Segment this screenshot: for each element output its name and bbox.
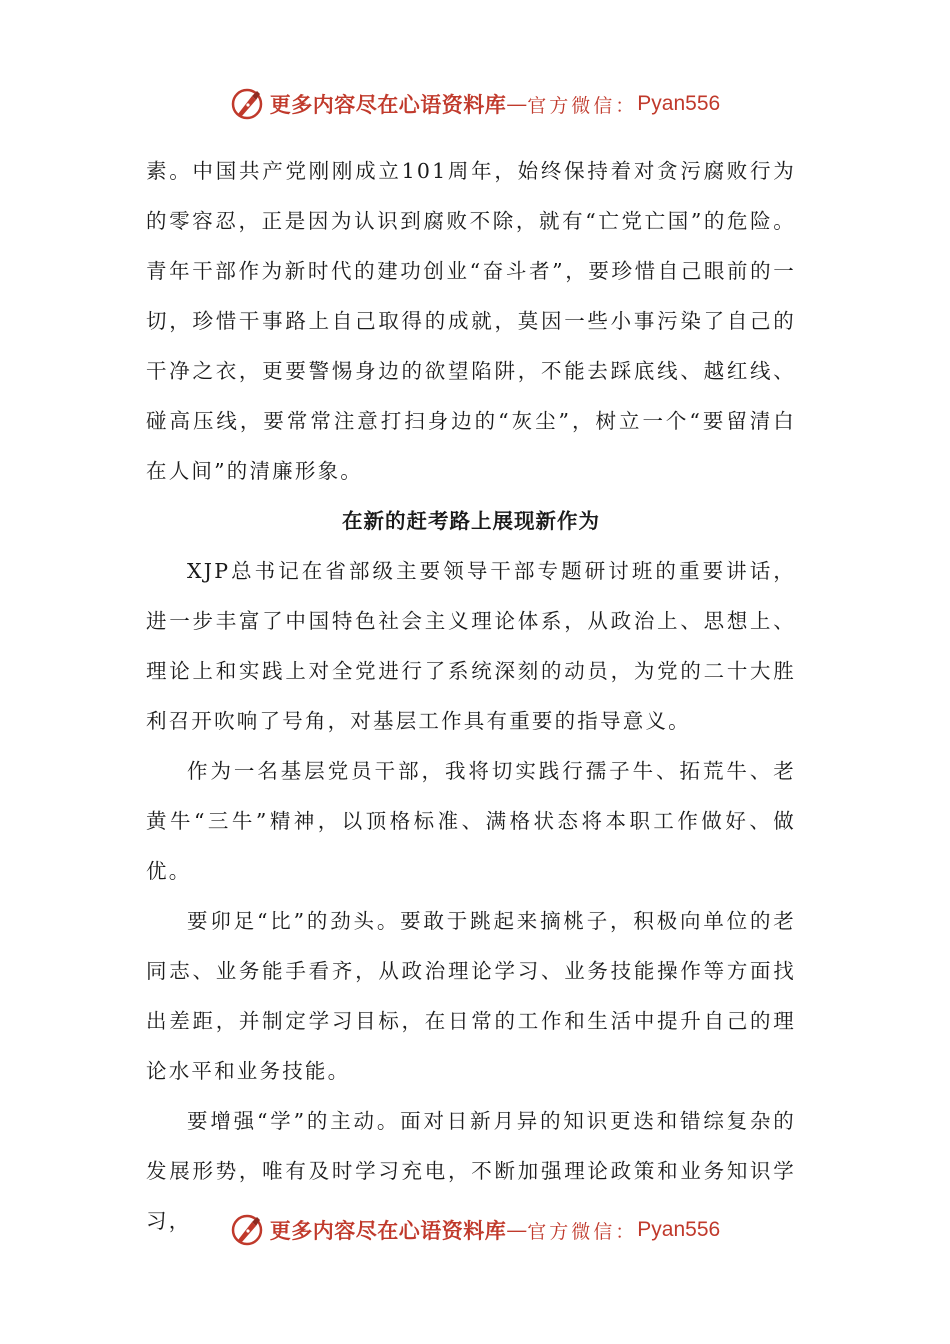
banner-wechat-label: 官方微信： xyxy=(527,94,638,117)
intro-paragraph: 素。中国共产党刚刚成立101周年，始终保持着对贪污腐败行为的零容忍，正是因为认识到腐败不除，就有“亡党亡国”的危险。青年干部作为新时代的建功创业“奋斗者”，要珍惜自己眼前的一切，珍惜干事路上自己取得的成就，莫因一些小事污染了自己的干净之衣，更要警惕身边的欲望陷阱，不能去踩底线、越红线、碰高压线，要常常注意打扫身边的“灰尘”，树立一个“要留清白在人间”的清廉形象。 xyxy=(146,159,796,483)
paragraph-1: XJP总书记在省部级主要领导干部专题研讨班的重要讲话，进一步丰富了中国特色社会主义理论体系，从政治上、思想上、理论上和实践上对全党进行了系统深刻的动员，为党的二十大胜利召开吹响了号角，对基层工作具有重要的指导意义。 xyxy=(146,559,796,733)
banner-main-text: 更多内容尽在心语资料库 xyxy=(269,1218,507,1243)
banner-wechat-id: Pyan556 xyxy=(637,92,721,115)
pen-nib-circle-icon xyxy=(230,1213,264,1247)
pen-nib-circle-icon xyxy=(230,87,264,121)
paragraph-2: 作为一名基层党员干部，我将切实践行孺子牛、拓荒牛、老黄牛“三牛”精神，以顶格标准、满格状态将本职工作做好、做优。 xyxy=(146,759,796,883)
banner-dash: — xyxy=(506,1218,528,1242)
header-banner xyxy=(0,84,950,124)
paragraph-3: 要卯足“比”的劲头。要敢于跳起来摘桃子，积极向单位的老同志、业务能手看齐，从政治理论学习、业务技能操作等方面找出差距，并制定学习目标，在日常的工作和生活中提升自己的理论水平和业务技能。 xyxy=(146,909,796,1083)
section-title: 在新的赶考路上展现新作为 xyxy=(342,509,600,533)
banner-wechat-label: 官方微信： xyxy=(527,1220,638,1243)
footer-banner xyxy=(0,1210,950,1250)
banner-dash: — xyxy=(506,92,528,116)
paragraph-4: 要增强“学”的主动。面对日新月异的知识更迭和错综复杂的发展形势，唯有及时学习充电，不断加强理论政策和业务知识学习， xyxy=(146,1109,796,1233)
document-body xyxy=(146,146,796,1246)
banner-wechat-id: Pyan556 xyxy=(637,1218,721,1241)
banner-main-text: 更多内容尽在心语资料库 xyxy=(269,92,507,117)
